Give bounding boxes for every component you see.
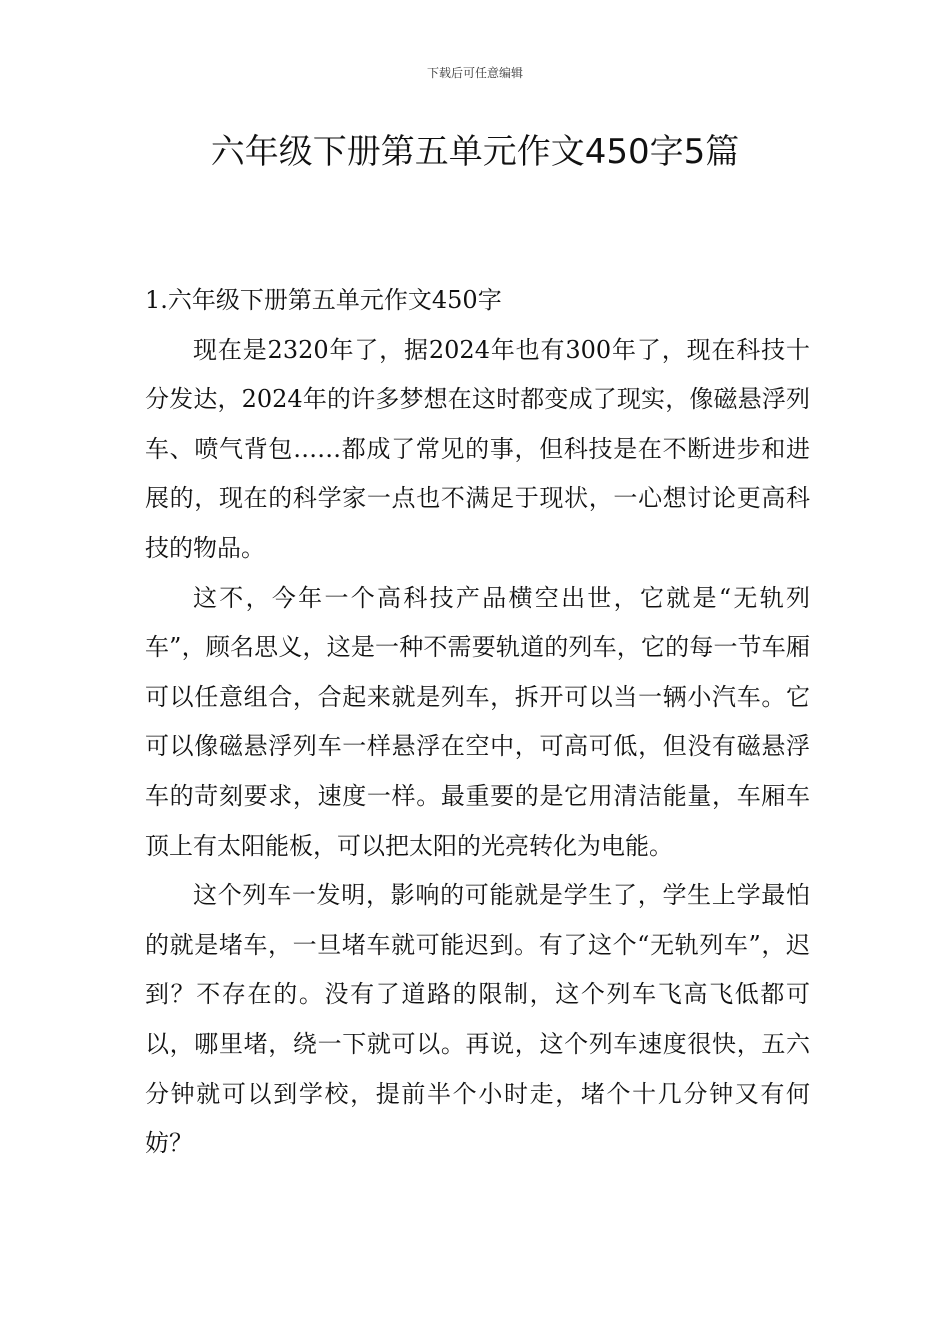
document-body	[145, 276, 810, 1169]
document-title: 六年级下册第五单元作文450字5篇	[210, 132, 740, 172]
paragraph: 这个列车一发明，影响的可能就是学生了，学生上学最怕的就是堵车，一旦堵车就可能迟到。有了这个“无轨列车”，迟到？不存在的。没有了道路的限制，这个列车飞高飞低都可以，哪里堵，绕一下就可以。再说，这个列车速度很快，五六分钟就可以到学校，提前半个小时走，堵个十几分钟又有何妨？	[145, 881, 810, 1158]
section-heading: 1.六年级下册第五单元作文450字	[145, 286, 502, 314]
paragraph: 现在是2320年了，据2024年也有300年了，现在科技十分发达，2024年的许多梦想在这时都变成了现实，像磁悬浮列车、喷气背包……都成了常见的事，但科技是在不断进步和进展的，现在的科学家一点也不满足于现状，一心想讨论更高科技的物品。	[145, 335, 810, 562]
header-note: 下载后可任意编辑	[426, 66, 523, 80]
paragraph: 这不，今年一个高科技产品横空出世，它就是“无轨列车”，顾名思义，这是一种不需要轨道的列车，它的每一节车厢可以任意组合，合起来就是列车，拆开可以当一辆小汽车。它可以像磁悬浮列车一样悬浮在空中，可高可低，但没有磁悬浮车的苛刻要求，速度一样。最重要的是它用清洁能量，车厢车顶上有太阳能板，可以把太阳的光亮转化为电能。	[145, 583, 810, 860]
